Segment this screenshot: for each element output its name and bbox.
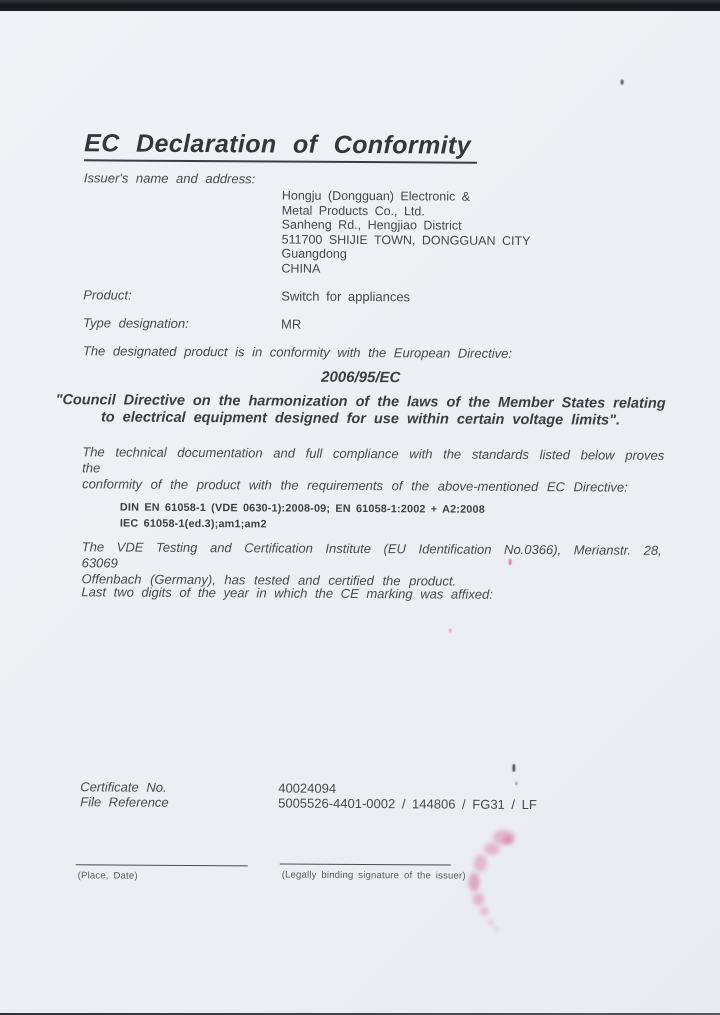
certificate-no-label: Certificate No. bbox=[80, 779, 167, 795]
paper-speck bbox=[509, 559, 512, 565]
conformity-intro: The designated product is in conformity with the European Directive: bbox=[82, 343, 513, 361]
directive-quote bbox=[40, 392, 680, 430]
issuer-label: Issuer's name and address: bbox=[83, 170, 256, 187]
technical-paragraph bbox=[82, 444, 664, 495]
address-line: CHINA bbox=[281, 261, 321, 276]
directive-quote-line: "Council Directive on the harmonization of the laws of the Member States relating bbox=[55, 392, 666, 412]
ce-marking-line: Last two digits of the year in which the CE marking was affixed: bbox=[81, 584, 493, 602]
address-line: Metal Products Co., Ltd. bbox=[281, 203, 425, 218]
place-date-label: (Place, Date) bbox=[77, 870, 138, 882]
paper-speck bbox=[449, 629, 451, 633]
paper-speck bbox=[515, 782, 517, 785]
directive-number: 2006/95/EC bbox=[321, 368, 401, 387]
document-title: EC Declaration of Conformity bbox=[84, 129, 477, 163]
address-line: 511700 SHIJIE TOWN, DONGGUAN CITY bbox=[281, 232, 531, 248]
certificate-no-value: 40024094 bbox=[278, 780, 337, 796]
address-line: Hongju (Dongguan) Electronic & bbox=[281, 188, 471, 204]
paper-speck bbox=[512, 764, 515, 772]
address-line: Guangdong bbox=[281, 246, 347, 262]
place-date-signature-line bbox=[76, 864, 248, 866]
technical-paragraph-line: conformity of the product with the requirements of the above-mentioned EC Directive: bbox=[82, 475, 628, 495]
paper-speck bbox=[621, 80, 624, 85]
file-reference-label: File Reference bbox=[80, 794, 169, 810]
signature-label: (Legally binding signature of the issuer) bbox=[281, 869, 466, 882]
standard-line: DIN EN 61058-1 (VDE 0630-1):2008-09; EN 61058-1:2002 + A2:2008 bbox=[119, 501, 485, 516]
type-designation-value: MR bbox=[281, 316, 302, 332]
address-line: Sanheng Rd., Hengjiao District bbox=[281, 217, 462, 233]
technical-paragraph-line: The technical documentation and full compliance with the standards listed below proves the bbox=[82, 444, 665, 476]
file-reference-value: 5005526-4401-0002 / 144806 / FG31 / LF bbox=[278, 795, 537, 813]
vde-paragraph-line: The VDE Testing and Certification Institute (EU Identification No.0366), Merianstr. 28, 63069 bbox=[81, 539, 662, 571]
standards-list bbox=[120, 501, 485, 534]
directive-quote-line: to electrical equipment designed for use within certain voltage limits". bbox=[100, 409, 621, 429]
issuer-signature-line bbox=[280, 864, 451, 866]
vde-paragraph-line: Offenbach (Germany), has tested and certified the product. bbox=[81, 570, 457, 589]
vde-paragraph bbox=[81, 539, 661, 590]
type-designation-label: Type designation: bbox=[83, 315, 189, 331]
standard-line: IEC 61058-1(ed.3);am1;am2 bbox=[119, 517, 267, 530]
issuer-address-block bbox=[281, 189, 530, 278]
product-label: Product: bbox=[83, 287, 132, 303]
product-value: Switch for appliances bbox=[281, 288, 411, 305]
